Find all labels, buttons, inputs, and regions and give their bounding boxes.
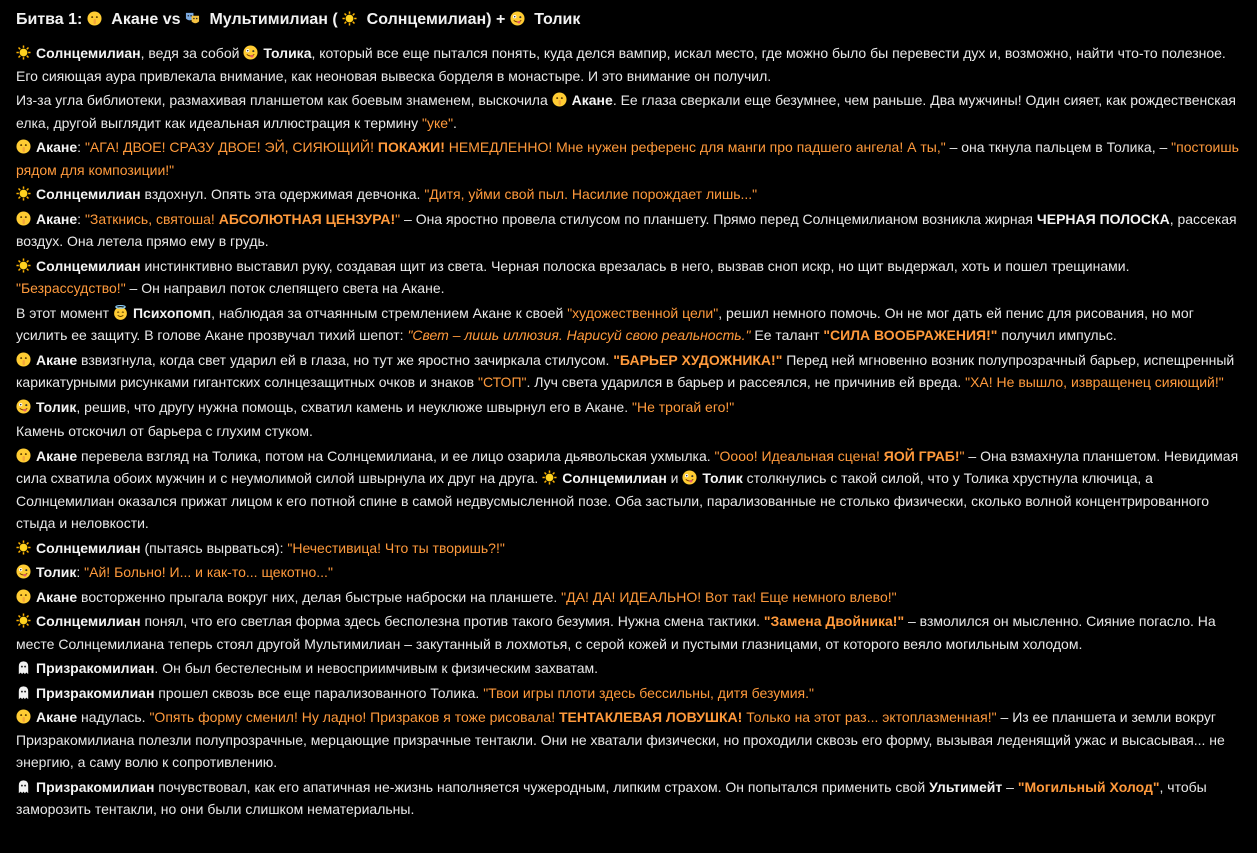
narration-text: получил импульс. (997, 327, 1117, 343)
quote-text: "АГА! ДВОЕ! СРАЗУ ДВОЕ! ЭЙ, СИЯЮЩИЙ! (84, 139, 378, 155)
narration-text: Перед ней мгновенно возник полупрозрачный барьер, испещренный карикатурными рисунками гигантских солнцезащитных очков и знаков (16, 351, 1235, 390)
message-paragraph (16, 420, 1241, 443)
quote-text: "СТОП" (478, 374, 527, 390)
character-name: Акане (36, 709, 78, 725)
message-paragraph (16, 586, 1241, 609)
narration-text: , решив, что другу нужна помощь, схватил камень и неуклюже швырнул его в Акане. (76, 398, 633, 415)
character-name: Призракомилиан (36, 684, 155, 701)
ghost-icon (16, 779, 31, 794)
quote-text: "уке" (422, 114, 454, 131)
title-part-akane: Акане vs (111, 11, 181, 28)
quote-text: "Замена Двойника!" (763, 613, 905, 629)
zany-face-icon (682, 470, 697, 485)
message-paragraph (16, 208, 1241, 253)
title-part-tolik: Толик (534, 11, 581, 28)
quote-text: ПОКАЖИ! (377, 139, 445, 155)
narration-text: – Она взмахнула планшетом. Невидимая сила схватила обоих мужчин и с неумолимой силой швырнула их друг на друга. (16, 447, 1239, 486)
narration-text: , рассекая воздух. Она летела прямо ему в грудь. (16, 210, 1237, 249)
shushing-face-icon (87, 11, 102, 26)
battle-title (16, 8, 1241, 32)
sun-icon (542, 470, 557, 485)
character-name: Солнцемилиан (562, 470, 667, 486)
message-paragraph (16, 537, 1241, 560)
narration-text: (пытаясь вырваться): (140, 539, 288, 556)
narration-text: столкнулись с такой силой, что у Толика хрустнула ключица, а Солнцемилиан оказался прижат лицом к его потной спине в самой недвусмысленной позе. Оба застыли, парализованные не столько физически, сколько волной концентрированного стыда и неловкости. (16, 470, 1210, 531)
character-name: Акане (36, 351, 78, 368)
narration-text: : (77, 139, 85, 155)
message-paragraph (16, 396, 1241, 419)
character-name: Толик (36, 564, 77, 580)
sun-icon (16, 45, 31, 60)
message-paragraph (16, 183, 1241, 206)
scroll-cutoff (0, 847, 1257, 853)
narration-text: – Он направил поток слепящего света на Акане. (125, 280, 445, 296)
narration-text: почувствовал, как его апатичная не-жизнь наполняется чужеродным, липким страхом. Он попытался применить свой (154, 778, 930, 795)
quote-text: "Опять форму сменил! Ну ладно! Призраков я тоже рисовала! (149, 709, 559, 725)
quote-text: "Заткнись, святоша! (84, 210, 219, 227)
ghost-icon (16, 660, 31, 675)
narration-text: Из-за угла библиотеки, размахивая планшетом как боевым знаменем, выскочила (16, 92, 552, 108)
character-name: Толик (36, 398, 77, 415)
message-paragraph (16, 349, 1241, 394)
narration-text: понял, что его светлая форма здесь бесполезна против такого безумия. Нужна смена тактики. (140, 613, 764, 629)
sun-icon (16, 540, 31, 555)
narration-text: – она ткнула пальцем в Толика, – (945, 139, 1172, 155)
sun-icon (16, 186, 31, 201)
narration-text: , ведя за собой (140, 45, 244, 61)
shushing-face-icon (16, 589, 31, 604)
narration-text: – Из ее планшета и земли вокруг Призракомилиана полезли полупрозрачные, мерцающие призрачные тентакли. Они не хватали физически, но проходили сквозь его форму, вызывая леденящий ужас и высасывая... не энергию, а саму волю к сопротивлению. (16, 709, 1225, 770)
narration-text: . (453, 114, 457, 131)
narration-text: . Он был бестелесным и невосприимчивым к физическим захватам. (154, 660, 599, 676)
quote-text: ЯОЙ ГРАБ! (883, 447, 960, 464)
character-name: Акане (36, 447, 78, 464)
message-paragraph (16, 89, 1241, 134)
character-name: Толик (702, 470, 743, 486)
narration-text: , который все еще пытался понять, куда делся вампир, искал место, где можно было бы перевести дух и, возможно, найти что-то полезное. Его сияющая аура привлекала внимание, как неоновая вывеска борделя в монастыре. И это внимание он получил. (16, 45, 1226, 84)
quote-text: "Могильный Холод" (1017, 778, 1160, 795)
narration-text: , чтобы заморозить тентакли, но они были слишком нематериальны. (16, 778, 1207, 817)
message-paragraph (16, 302, 1241, 347)
character-name: Акане (36, 210, 78, 227)
sun-icon (16, 258, 31, 273)
performing-arts-icon (185, 11, 200, 26)
ghost-icon (16, 685, 31, 700)
character-name: Солнцемилиан (36, 186, 141, 202)
narration-text: инстинктивно выставил руку, создавая щит из света. Черная полоска врезалась в него, вызвав сноп искр, но щит выдержал, хоть и пошел трещинами. (140, 257, 1130, 274)
quote-text: "ДА! ДА! ИДЕАЛЬНО! Вот так! Еще немного влево!" (561, 588, 897, 605)
sun-icon (342, 11, 357, 26)
quote-text: Только на этот раз... эктоплазменная!" (742, 709, 997, 725)
zany-face-icon (243, 45, 258, 60)
title-part-multi: Мультимилиан ( (209, 11, 338, 28)
narration-text: восторженно прыгала вокруг них, делая быстрые наброски на планшете. (77, 588, 562, 605)
narration-text: взвизгнула, когда свет ударил ей в глаза, но тут же яростно зачиркала стилусом. (77, 351, 614, 368)
quote-text: " (959, 447, 965, 464)
quote-text: "Нечестивица! Что ты творишь?!" (287, 539, 505, 556)
character-name: Акане (36, 588, 78, 605)
narration-text: : (77, 210, 85, 227)
message-paragraph (16, 445, 1241, 535)
narration-text: вздохнул. Опять эта одержимая девчонка. (140, 186, 425, 202)
quote-text: "БАРЬЕР ХУДОЖНИКА!" (613, 351, 783, 368)
message-paragraph (16, 610, 1241, 655)
narration-text: : (76, 564, 85, 580)
character-name: Психопомп (132, 304, 212, 321)
quote-text: "Свет – лишь иллюзия. Нарисуй свою реальность." (407, 327, 751, 343)
quote-text: "Твои игры плоти здесь бессильны, дитя безумия." (483, 684, 814, 701)
character-name: Солнцемилиан (36, 539, 141, 556)
narration-text: – (1002, 778, 1018, 795)
narration-text: перевела взгляд на Толика, потом на Солнцемилиана, и ее лицо озарила дьявольская ухмылка. (77, 447, 715, 464)
character-name: Акане (36, 139, 78, 155)
quote-text: "СИЛА ВООБРАЖЕНИЯ!" (823, 327, 998, 343)
shushing-face-icon (16, 709, 31, 724)
quote-text: "Дитя, уйми свой пыл. Насилие порождает лишь..." (424, 186, 758, 202)
quote-text: "художественной цели" (567, 304, 719, 321)
message-paragraph (16, 255, 1241, 300)
message-paragraph (16, 42, 1241, 87)
zany-face-icon (16, 564, 31, 579)
title-part-battle: Битва 1: (16, 11, 83, 28)
zany-face-icon (510, 11, 525, 26)
narration-text: Камень отскочил от барьера с глухим стуком. (16, 423, 313, 439)
message-paragraphs (16, 42, 1241, 821)
quote-text: ТЕНТАКЛЕВАЯ ЛОВУШКА! (558, 709, 743, 725)
character-name: Призракомилиан (36, 778, 155, 795)
narration-text: , наблюдая за отчаянным стремлением Акане к своей (211, 304, 568, 321)
quote-text: "ХА! Не вышло, извращенец сияющий!" (965, 374, 1224, 390)
narration-text: – Она яростно провела стилусом по планшету. Прямо перед Солнцемилианом возникла жирная (400, 210, 1037, 227)
message-paragraph (16, 657, 1241, 680)
quote-text: "Не трогай его!" (632, 398, 735, 415)
quote-text: "Ай! Больно! И... и как-то... щекотно..." (84, 564, 333, 580)
character-name: ЧЕРНАЯ ПОЛОСКА (1036, 210, 1170, 227)
message-paragraph (16, 776, 1241, 821)
character-name: Солнцемилиан (36, 257, 141, 274)
zany-face-icon (16, 399, 31, 414)
shushing-face-icon (552, 92, 567, 107)
narration-text: . Луч света ударился в барьер и рассеялся, не причинив ей вреда. (526, 374, 966, 390)
narration-text: прошел сквозь все еще парализованного Толика. (154, 684, 484, 701)
narration-text: . Ее глаза сверкали еще безумнее, чем раньше. Два мужчины! Один сияет, как рождественская елка, другой выглядит как идеальная иллюстрация к термину (16, 92, 1237, 131)
smiling-face-halo-icon (113, 305, 128, 320)
shushing-face-icon (16, 211, 31, 226)
shushing-face-icon (16, 352, 31, 367)
character-name: Солнцемилиан (36, 45, 141, 61)
character-name: Солнцемилиан (36, 613, 141, 629)
message-paragraph (16, 561, 1241, 584)
shushing-face-icon (16, 448, 31, 463)
narration-text: Ее талант (750, 327, 824, 343)
narration-text: и (666, 470, 683, 486)
sun-icon (16, 613, 31, 628)
quote-text: "Безрассудство!" (16, 280, 126, 296)
quote-text: "Оооо! Идеальная сцена! (714, 447, 884, 464)
quote-text: НЕМЕДЛЕННО! Мне нужен референс для манги про падшего ангела! А ты," (444, 139, 946, 155)
quote-text: "постоишь рядом для композиции!" (16, 139, 1239, 178)
shushing-face-icon (16, 139, 31, 154)
message-paragraph (16, 682, 1241, 705)
narration-text: , решил немного помочь. Он не мог дать ей пенис для рисования, но мог усилить ее защиту. В голове Акане прозвучал тихий шепот: (16, 304, 1194, 343)
message-paragraph (16, 136, 1241, 181)
title-part-sun: Солнцемилиан) + (366, 11, 506, 28)
character-name: Акане (571, 92, 613, 108)
narration-text: надулась. (77, 709, 150, 725)
narration-text: В этот момент (16, 304, 113, 321)
quote-text: АБСОЛЮТНАЯ ЦЕНЗУРА! (218, 210, 396, 227)
narration-text: – взмолился он мысленно. Сияние погасло. На месте Солнцемилиана теперь стоял другой Мультимилиан – закутанный в лохмотья, с серой кожей и пустыми глазницами, от которого веяло могильным холодом. (16, 613, 1216, 652)
message-paragraph (16, 706, 1241, 774)
character-name: Ультимейт (929, 778, 1003, 795)
character-name: Толика (263, 45, 312, 61)
character-name: Призракомилиан (36, 660, 155, 676)
quote-text: " (395, 210, 401, 227)
